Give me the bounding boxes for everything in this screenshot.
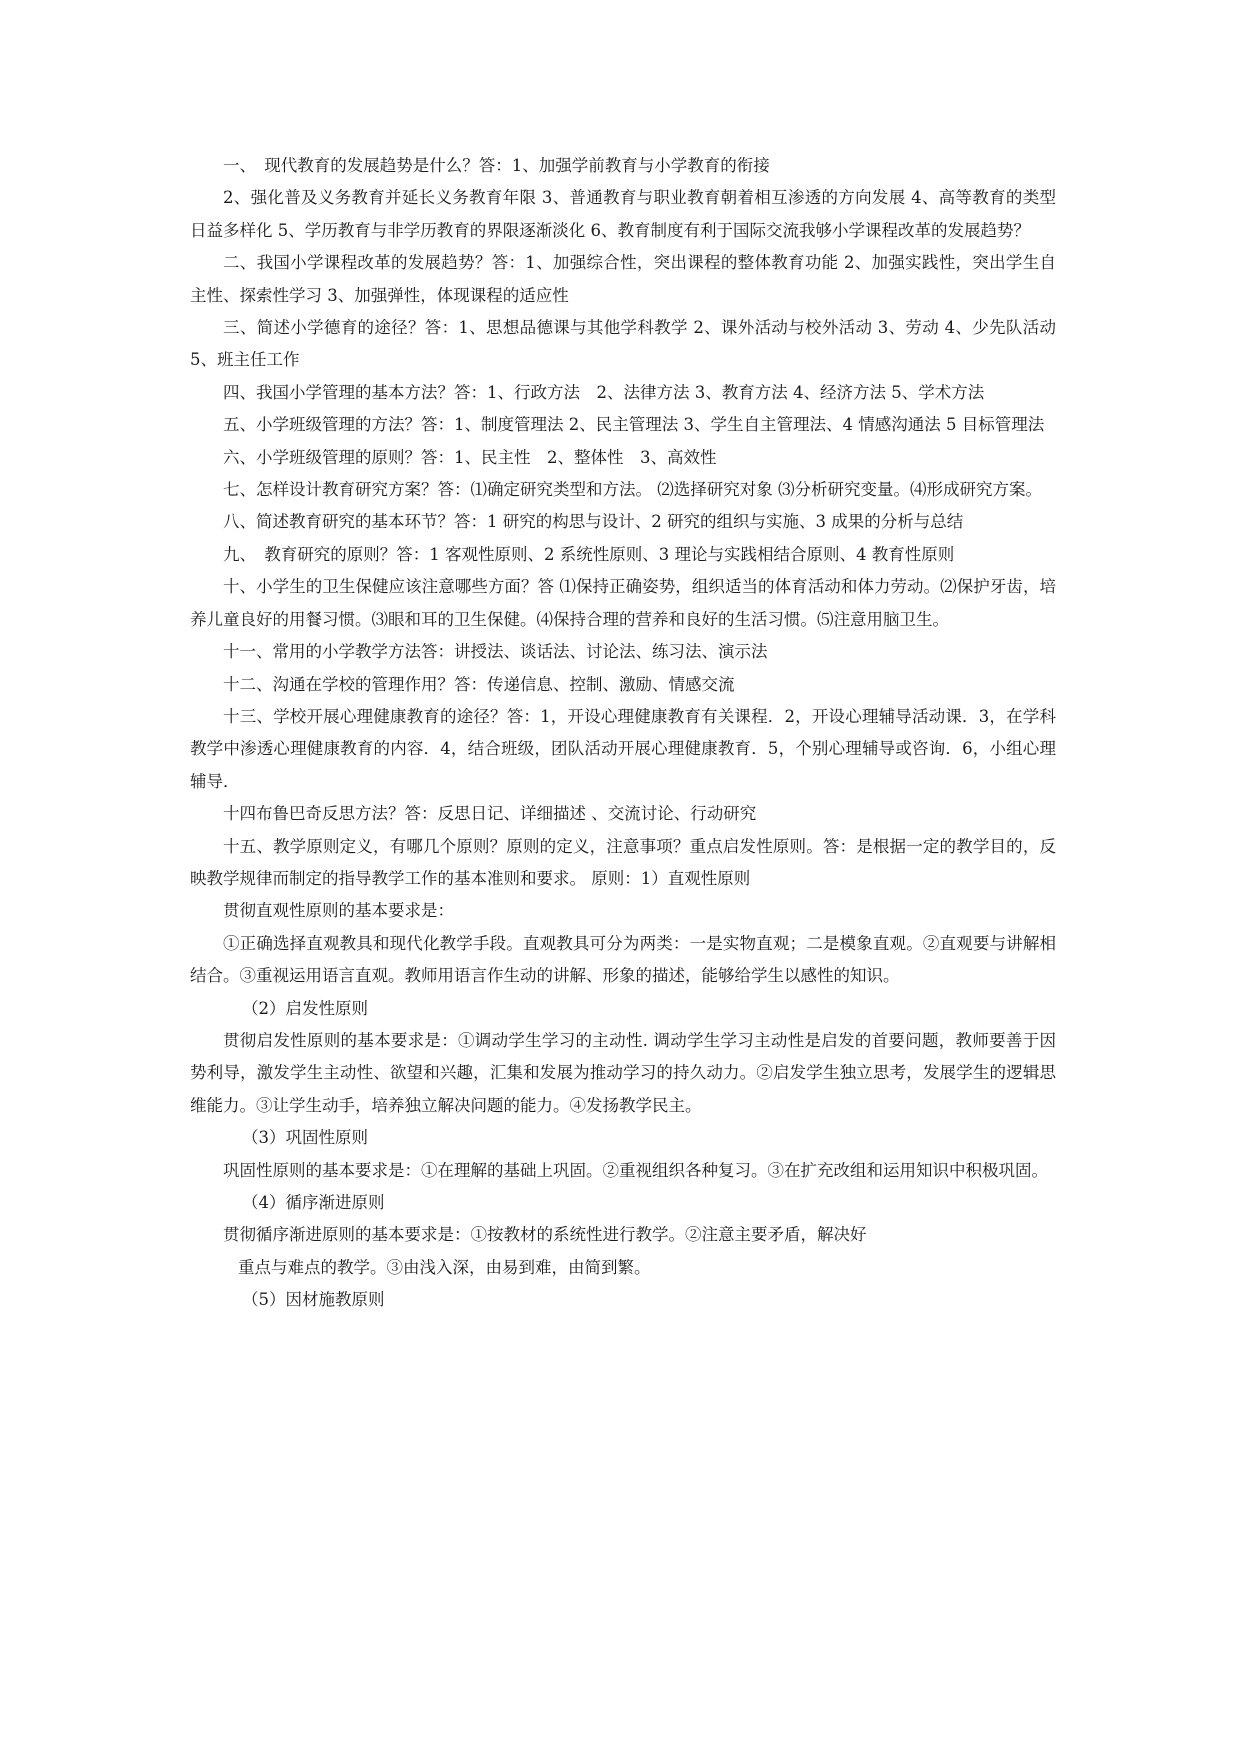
paragraph-14: 十三、学校开展心理健康教育的途径？答：1，开设心理健康教育有关课程．2，开设心理辅导活动课．3，在学科教学中渗透心理健康教育的内容．4，结合班级，团队活动开展心理健康教育．5，个别心理辅导或咨询．6，小组心理辅导． xyxy=(190,706,1056,791)
paragraph-7: 六、小学班级管理的原则？答：1、民主性 2、整体性 3、高效性 xyxy=(223,447,717,467)
paragraph-17: 贯彻直观性原则的基本要求是： xyxy=(223,901,454,921)
paragraph-10: 九、 教育研究的原则？答：1 客观性原则、2 系统性原则、3 理论与实践相结合原则、4 教育性原则 xyxy=(223,544,955,564)
paragraph-6: 五、小学班级管理的方法？答：1、制度管理法 2、民主管理法 3、学生自主管理法、4 情感沟通法 5 目标管理法 xyxy=(223,415,1045,435)
subheading-2: （2）启发性原则 xyxy=(242,998,368,1018)
paragraph-20: 巩固性原则的基本要求是：①在理解的基础上巩固。②重视组织各种复习。③在扩充改组和运用知识中积极巩固。 xyxy=(223,1160,1048,1180)
paragraph-18: ①正确选择直观教具和现代化教学手段。直观教具可分为两类：一是实物直观；二是模象直观。②直观要与讲解相结合。③重视运用语言直观。教师用语言作生动的讲解、形象的描述，能够给学生以感性的知识。 xyxy=(190,933,1056,986)
subheading-5: （5）因材施教原则 xyxy=(242,1290,385,1310)
paragraph-3: 二、我国小学课程改革的发展趋势？答：1、加强综合性，突出课程的整体教育功能 2、加强实践性，突出学生自主性、探索性学习 3、加强弹性，体现课程的适应性 xyxy=(190,253,1056,305)
paragraph-11: 十、小学生的卫生保健应该注意哪些方面？答 ⑴保持正确姿势，组织适当的体育活动和体力劳动。⑵保护牙齿，培养儿童良好的用餐习惯。⑶眼和耳的卫生保健。⑷保持合理的营养和良好的生活习惯。⑸注意用脑卫生。 xyxy=(190,577,1056,629)
paragraph-19: 贯彻启发性原则的基本要求是：①调动学生学习的主动性. 调动学生学习主动性是启发的首要问题，教师要善于因势利导，激发学生主动性、欲望和兴趣，汇集和发展为推动学习的持久动力。②启发学生独立思考，发展学生的逻辑思维能力。③让学生动手，培养独立解决问题的能力。④发扬教学民主。 xyxy=(190,1030,1056,1115)
paragraph-13: 十二、沟通在学校的管理作用？答：传递信息、控制、激励、情感交流 xyxy=(223,674,735,694)
paragraph-21: 贯彻循序渐进原则的基本要求是：①按教材的系统性进行教学。②注意主要矛盾，解决好 xyxy=(223,1225,867,1245)
paragraph-22: 重点与难点的教学。③由浅入深，由易到难，由简到繁。 xyxy=(238,1257,651,1277)
paragraph-8: 七、怎样设计教育研究方案？答：⑴确定研究类型和方法。 ⑵选择研究对象 ⑶分析研究变量。⑷形成研究方案。 xyxy=(223,480,1042,500)
paragraph-12: 十一、常用的小学教学方法答：讲授法、谈话法、讨论法、练习法、演示法 xyxy=(223,642,768,662)
paragraph-15: 十四布鲁巴奇反思方法？答：反思日记、详细描述 、交流讨论、行动研究 xyxy=(223,804,757,824)
subheading-3: （3）巩固性原则 xyxy=(242,1128,368,1148)
paragraph-16: 十五、教学原则定义，有哪几个原则？原则的定义，注意事项？重点启发性原则。答：是根据一定的教学目的，反映教学规律而制定的指导教学工作的基本准则和要求。 原则：1）直观性原则 xyxy=(190,836,1056,888)
paragraph-1: 一、 现代教育的发展趋势是什么？答：1、加强学前教育与小学教育的衔接 xyxy=(223,156,770,175)
document-body xyxy=(190,150,1056,1317)
paragraph-9: 八、简述教育研究的基本环节？答：1 研究的构思与设计、2 研究的组织与实施、3 成果的分析与总结 xyxy=(223,512,964,532)
paragraph-4: 三、简述小学德育的途径？答：1、思想品德课与其他学科教学 2、课外活动与校外活动 3、劳动 4、少先队活动 5、班主任工作 xyxy=(190,318,1056,370)
paragraph-5: 四、我国小学管理的基本方法？答：1、行政方法 2、法律方法 3、教育方法 4、经济方法 5、学术方法 xyxy=(223,382,985,402)
paragraph-2: 2、强化普及义务教育并延长义务教育年限 3、普通教育与职业教育朝着相互渗透的方向发展 4、高等教育的类型日益多样化 5、学历教育与非学历教育的界限逐渐淡化 6、教育制度有利于国际交流我够小学课程改革的发展趋势？ xyxy=(190,188,1056,240)
subheading-4: （4）循序渐进原则 xyxy=(242,1193,385,1212)
